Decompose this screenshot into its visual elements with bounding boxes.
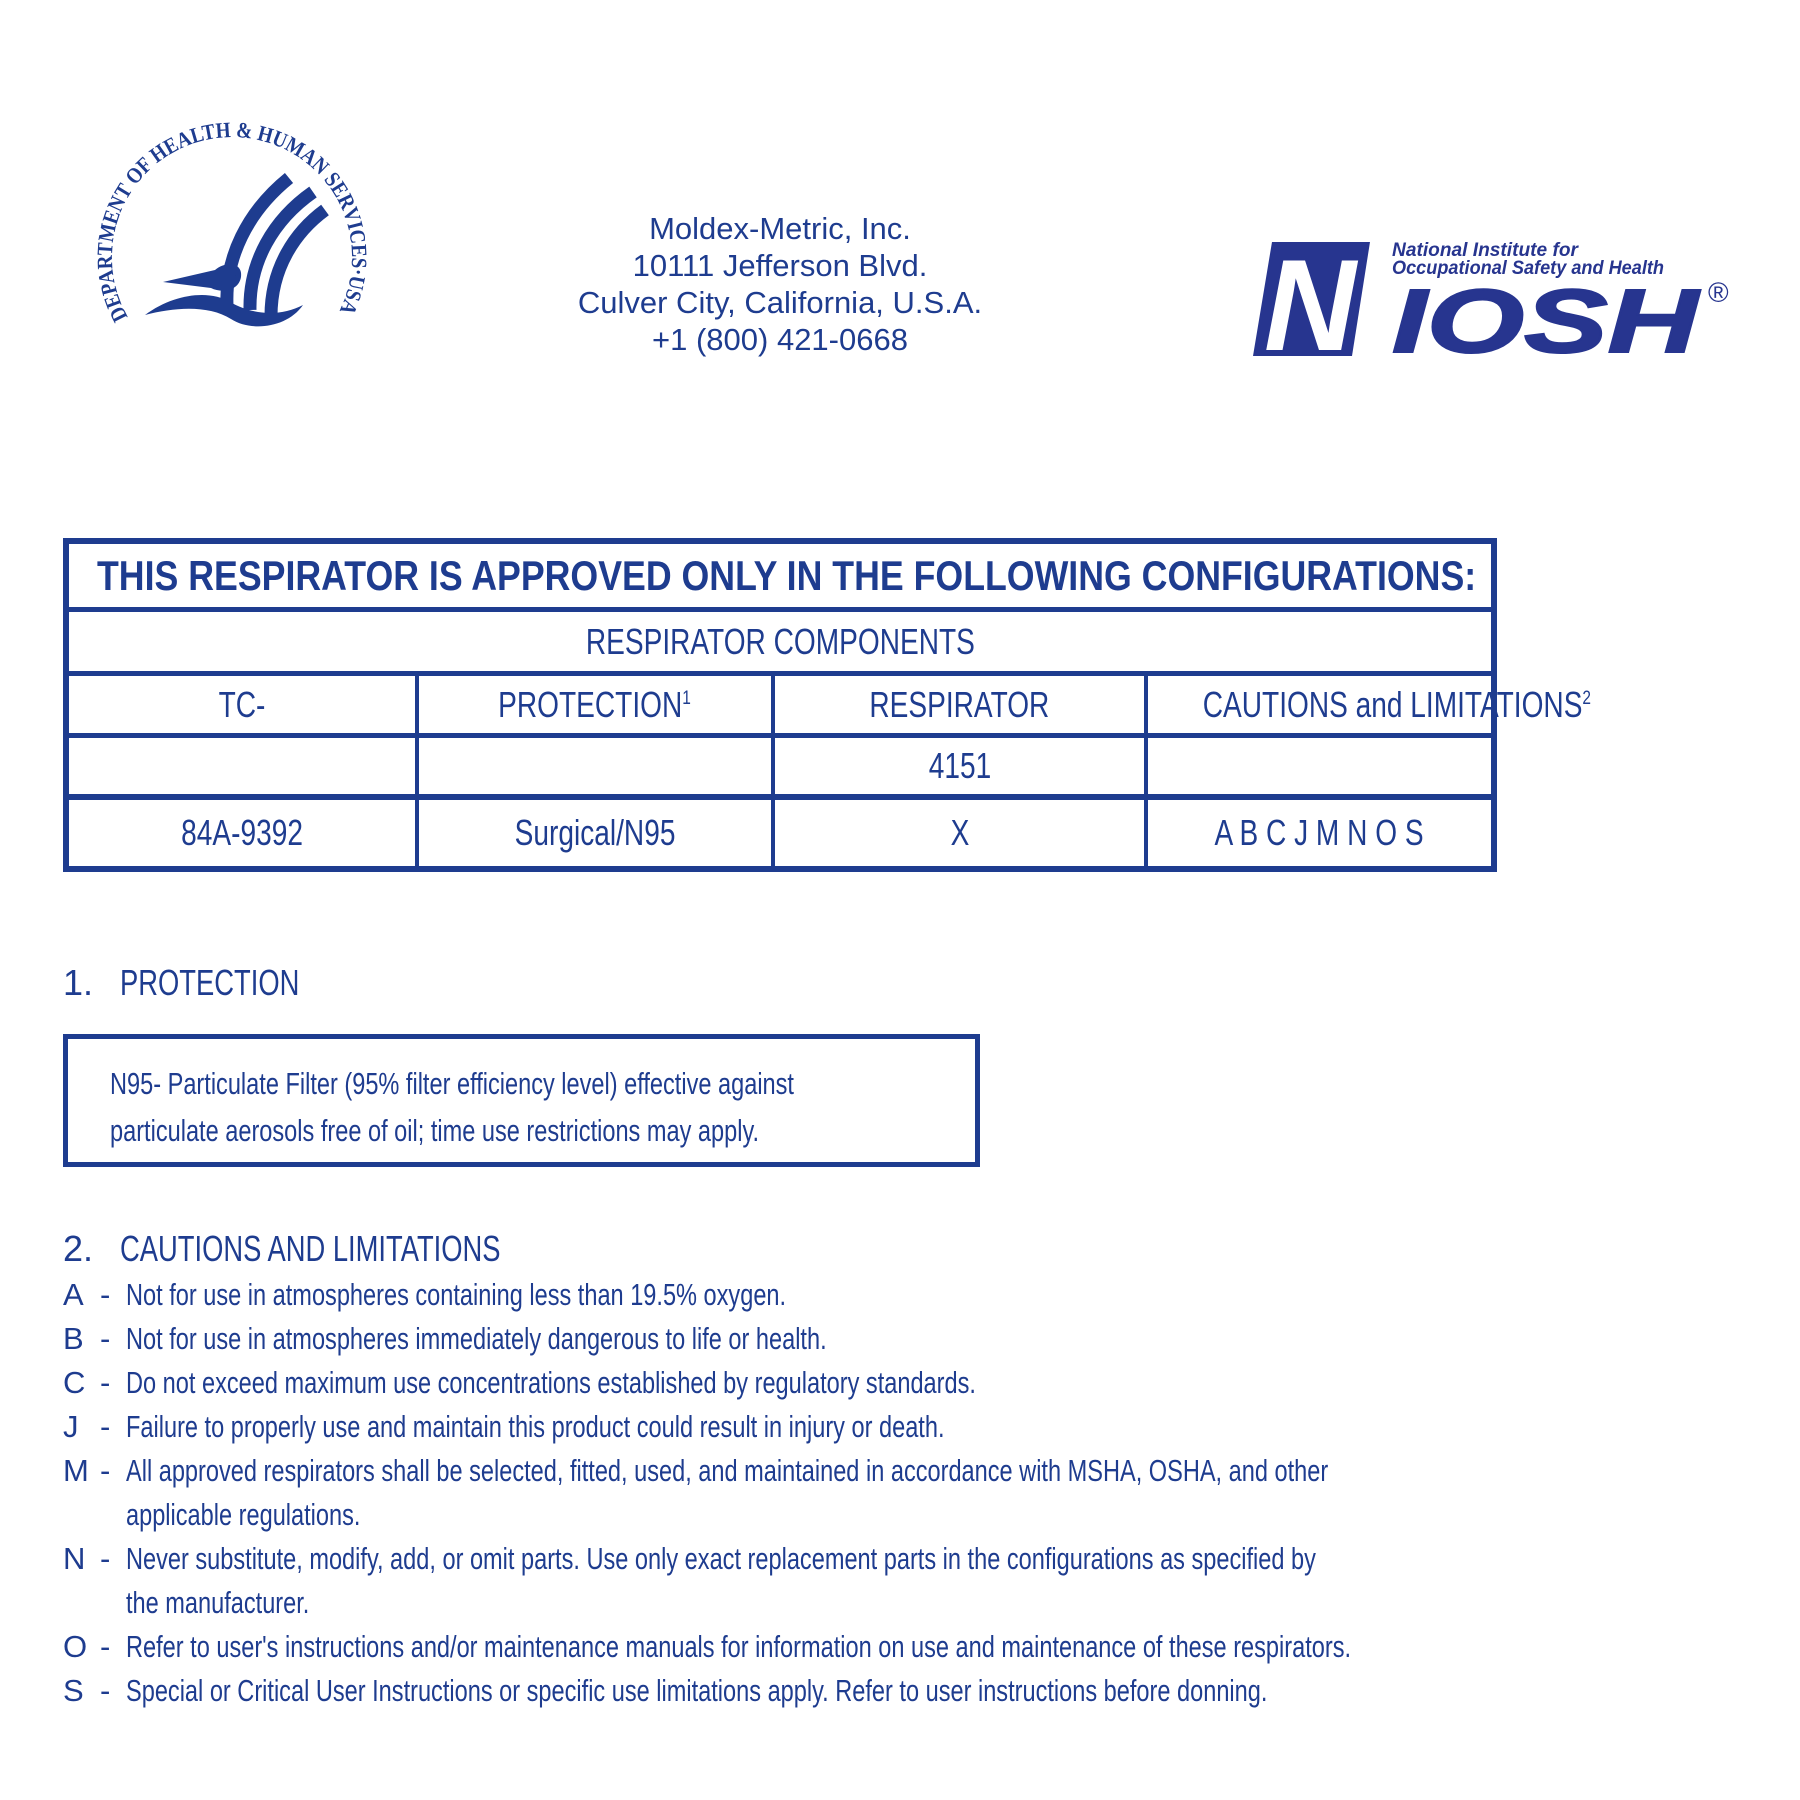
caution-item-b: B - Not for use in atmospheres immediately dangerous to life or health. — [63, 1321, 827, 1356]
caution-item-m: M - All approved respirators shall be selected, fitted, used, and maintained in accordance with MSHA, OSHA, and other applicable regulations. — [63, 1453, 1329, 1532]
table-model-row — [69, 733, 1491, 794]
manufacturer-street: 10111 Jefferson Blvd. — [632, 248, 928, 283]
protection-definition-box — [63, 1034, 980, 1167]
col-header-cautions: CAUTIONS and LIMITATIONS$^2$ — [1144, 676, 1646, 733]
niosh-registered-mark: ® — [1708, 277, 1729, 308]
data-cell-protection: Surgical/N95 — [415, 800, 772, 866]
table-title: THIS RESPIRATOR IS APPROVED ONLY IN THE FOLLOWING CONFIGURATIONS: — [97, 551, 1477, 599]
niosh-wordmark-n: N — [1264, 232, 1360, 360]
niosh-tagline-line2: Occupational Safety and Health — [1392, 258, 1664, 279]
data-cell-tc-number: 84A-9392 — [180, 812, 303, 853]
cautions-footnote-marker: 2 — [1582, 686, 1592, 709]
cautions-list — [63, 1273, 1763, 1713]
manufacturer-city: Culver City, California, U.S.A. — [577, 285, 983, 320]
caution-item-j: J - Failure to properly use and maintain this product could result in injury or death. — [63, 1409, 945, 1444]
data-cell-cautions-codes: A B C J M N O S — [1144, 800, 1491, 866]
niosh-wordmark-iosh: IOSH — [1392, 272, 1701, 360]
caution-item-a: A - Not for use in atmospheres containing less than 19.5% oxygen. — [63, 1277, 787, 1312]
manufacturer-address — [540, 210, 1020, 358]
model-cell-cautions — [1144, 738, 1491, 794]
protection-box-line: N95- Particulate Filter (95% filter efficiency level) effective against — [110, 1066, 794, 1101]
table-subtitle: RESPIRATOR COMPONENTS — [585, 620, 975, 662]
caution-item-s: S - Special or Critical User Instructions or specific use limitations apply. Refer to user instructions before donning. — [63, 1673, 1268, 1708]
protection-section-title: PROTECTION — [120, 962, 300, 1003]
table-subtitle-row — [69, 607, 1491, 671]
table-title-row — [69, 544, 1491, 607]
hhs-logo — [75, 100, 390, 415]
cautions-section-title: CAUTIONS AND LIMITATIONS — [120, 1228, 501, 1269]
niosh-logo — [1240, 190, 1760, 360]
col-header-tc: TC- — [218, 683, 266, 725]
approval-table — [63, 538, 1592, 872]
hhs-seal-ring-text: DEPARTMENT OF HEALTH & HUMAN SERVICES·USA — [91, 116, 373, 327]
model-cell-protection — [415, 738, 772, 794]
protection-section-heading — [63, 961, 356, 1005]
data-cell-respirator-mark: X — [771, 800, 1144, 866]
caution-item-o: O - Refer to user's instructions and/or maintenance manuals for information on use and maintenance of these respirators. — [63, 1629, 1352, 1664]
caution-item-c: C - Do not exceed maximum use concentrations established by regulatory standards. — [63, 1365, 976, 1400]
caution-item-n: N - Never substitute, modify, add, or omit parts. Use only exact replacement parts in the configurations as specified by the manufacturer. — [63, 1541, 1316, 1620]
niosh-tagline-line1: National Institute for — [1392, 240, 1580, 261]
model-cell-tc — [69, 738, 415, 794]
col-header-respirator: RESPIRATOR — [771, 676, 1144, 733]
col-header-protection: PROTECTION$^1$ — [415, 676, 772, 733]
table-header-row — [69, 671, 1592, 733]
manufacturer-phone: +1 (800) 421-0668 — [652, 322, 908, 357]
cautions-section-number: 2. — [63, 1228, 94, 1269]
hhs-eagle-wing-stripes — [227, 178, 325, 316]
cautions-section-heading — [63, 1227, 621, 1271]
protection-box-line: particulate aerosols free of oil; time use restrictions may apply. — [110, 1113, 760, 1148]
manufacturer-name: Moldex-Metric, Inc. — [649, 211, 911, 246]
model-cell-respirator: 4151 — [771, 738, 1144, 794]
protection-section-number: 1. — [63, 962, 94, 1003]
protection-footnote-marker: 1 — [682, 686, 692, 709]
table-data-row — [69, 794, 1491, 866]
